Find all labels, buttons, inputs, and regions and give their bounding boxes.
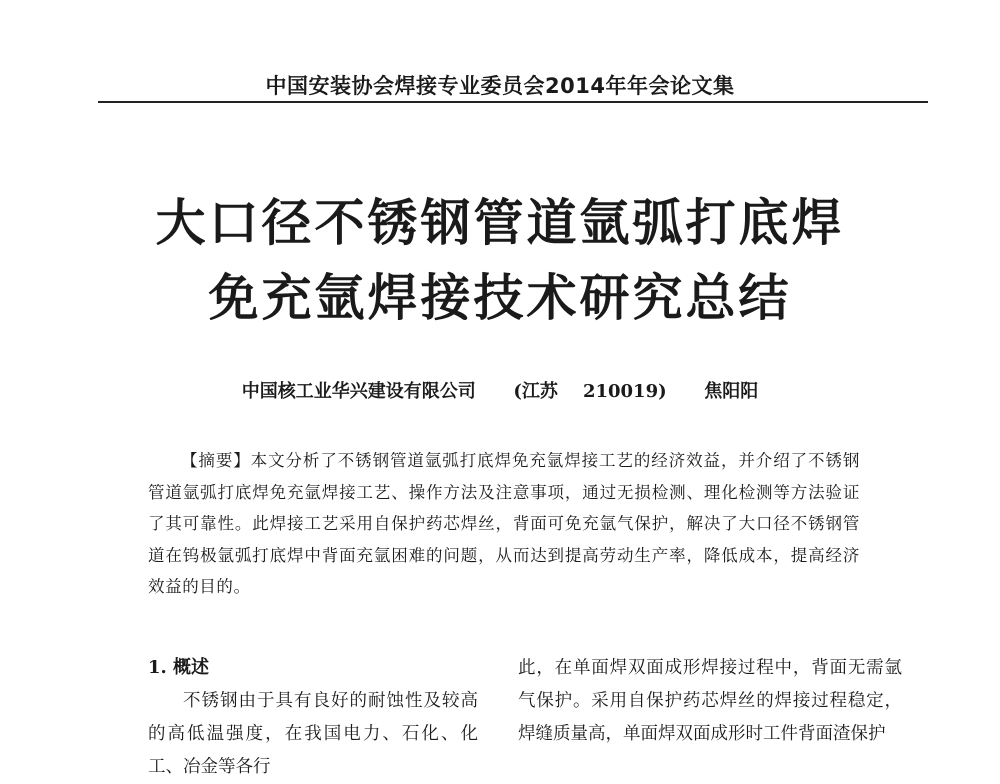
abstract: 【摘要】本文分析了不锈钢管道氩弧打底焊免充氩焊接工艺的经济效益，并介绍了不锈钢管道氩弧打底焊免充氩焊接工艺、操作方法及注意事项，通过无损检测、理化检测等方法验证了其可靠性。此焊接工艺采用自保护药芯焊丝，背面可免充氩气保护，解决了大口径不锈钢管道在钨极氩弧打底焊中背面充氩困难的问题，从而达到提高劳动生产率，降低成本，提高经济效益的目的。 xyxy=(148,451,860,596)
title-line-1: 大口径不锈钢管道氩弧打底焊 xyxy=(155,194,845,252)
title-line-2: 免充氩焊接技术研究总结 xyxy=(208,269,792,327)
header-rule xyxy=(98,101,928,103)
running-header: 中国安装协会焊接专业委员会2014年年会论文集 xyxy=(265,74,735,98)
section-heading: 1. 概述 xyxy=(148,657,210,678)
body-column-left: 不锈钢由于具有良好的耐蚀性及较高的高低温强度，在我国电力、石化、化工、冶金等各行 xyxy=(148,691,478,777)
body-column-right: 此，在单面焊双面成形焊接过程中，背面无需氩气保护。采用自保护药芯焊丝的焊接过程稳定，焊缝质量高，单面焊双面成形时工件背面渣保护 xyxy=(518,658,902,744)
author-affiliation: 中国核工业华兴建设有限公司 (江苏 210019) 焦阳阳 xyxy=(241,381,759,402)
